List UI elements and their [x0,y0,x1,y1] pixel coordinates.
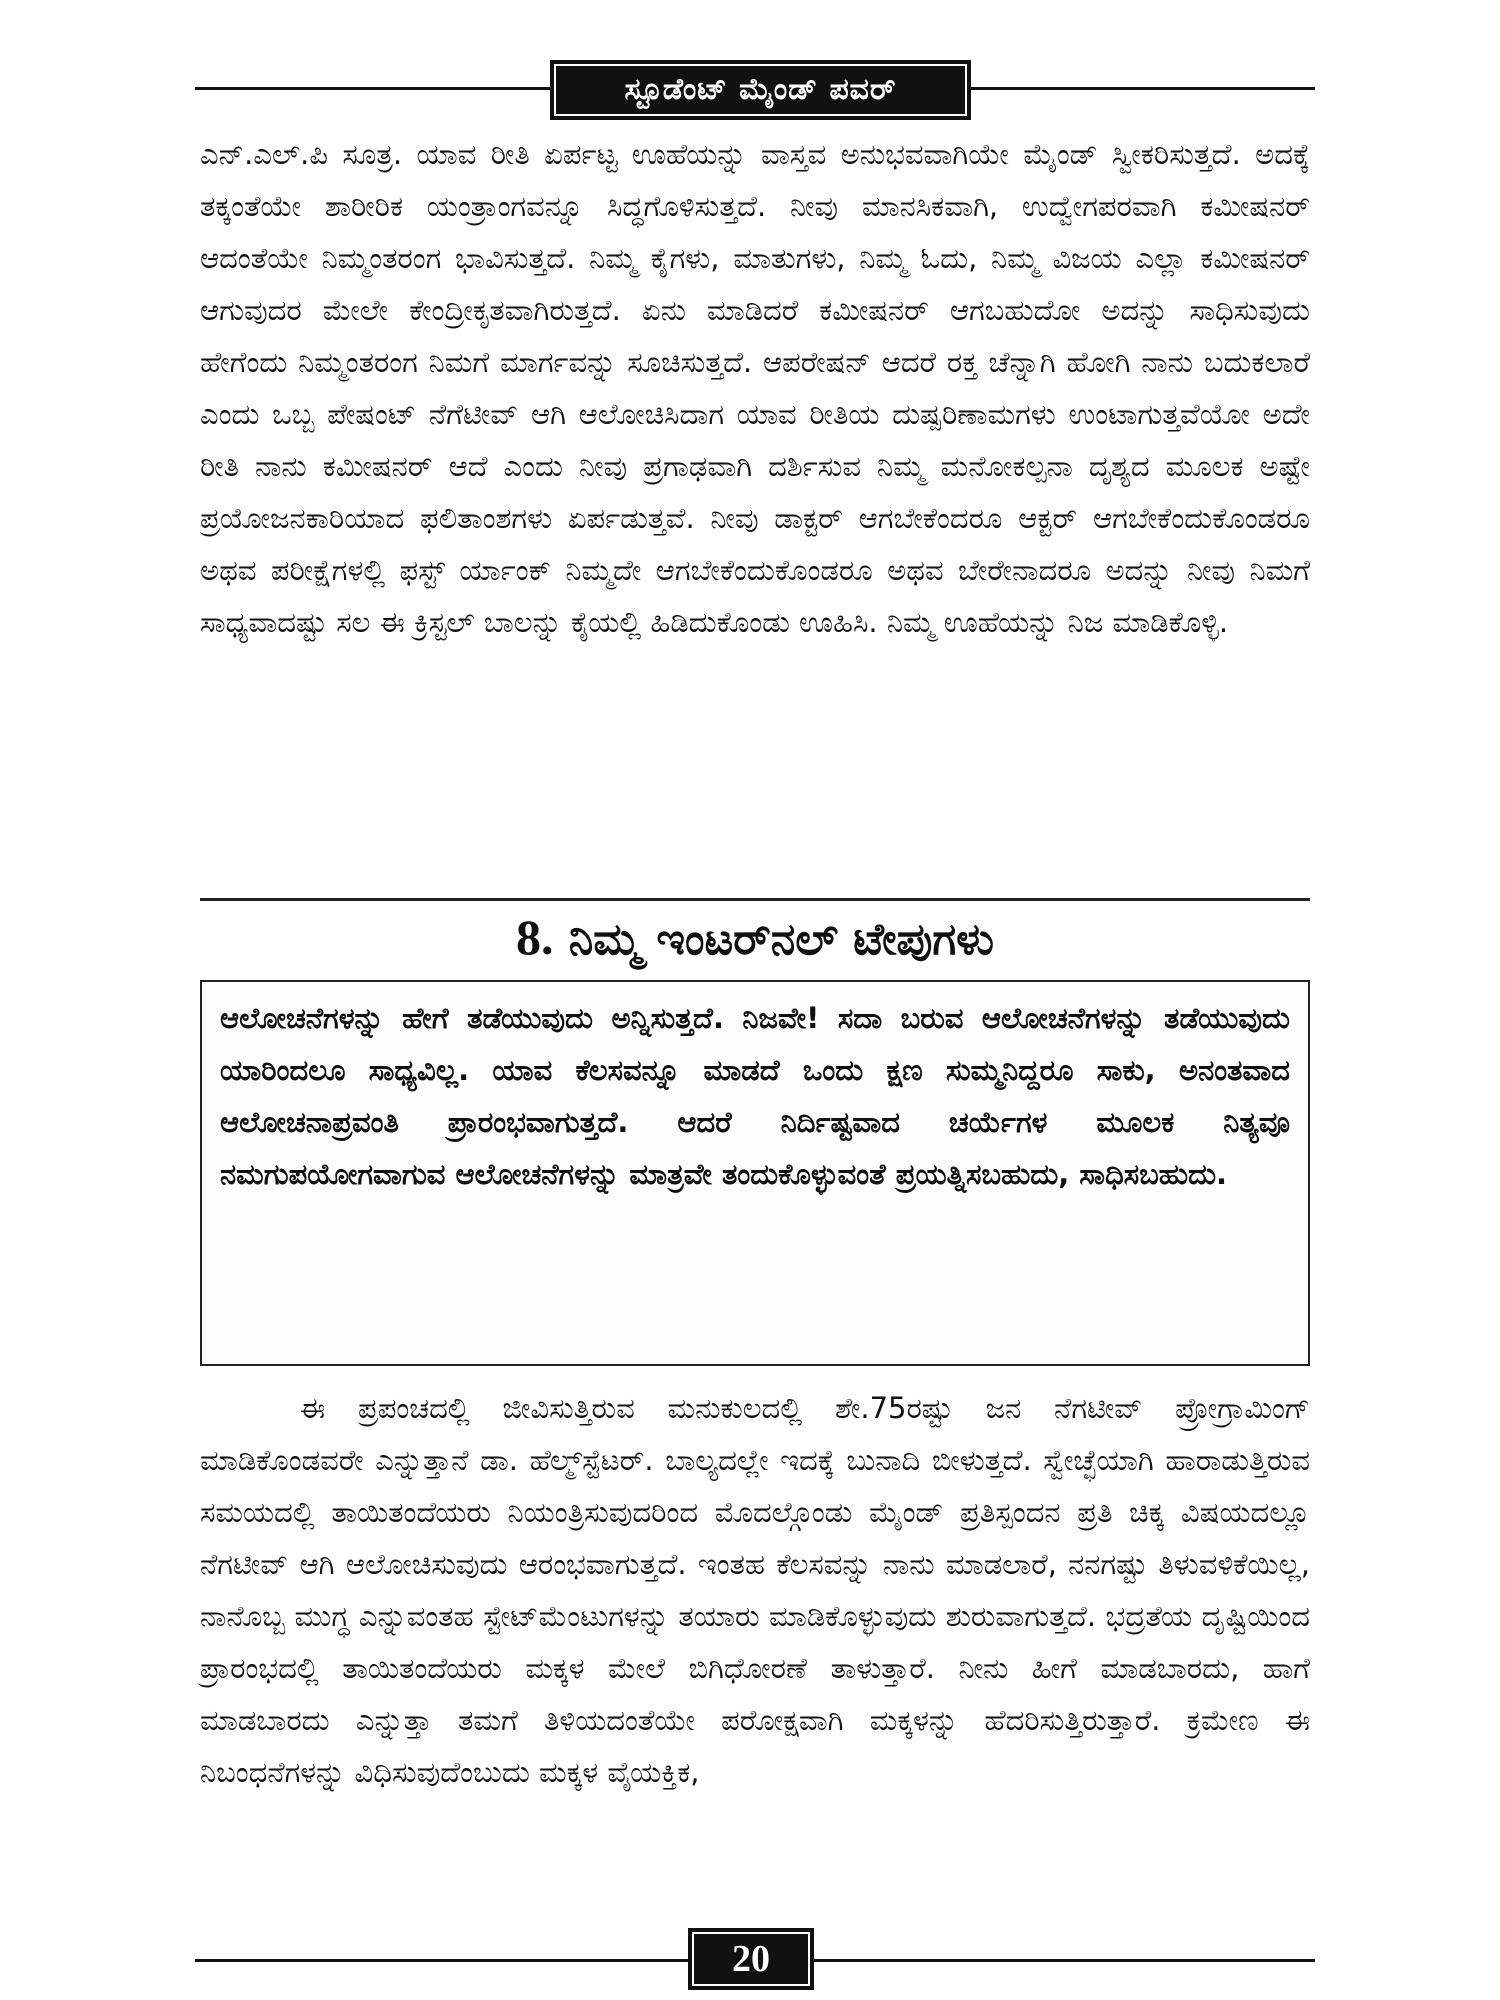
running-title: ಸ್ಟೂಡೆಂಟ್ ಮೈಂಡ್ ಪವರ್ [550,60,971,120]
section-divider [200,898,1310,901]
running-header [195,60,1315,120]
body-paragraph-2: ಈ ಪ್ರಪಂಚದಲ್ಲಿ ಜೀವಿಸುತ್ತಿರುವ ಮನುಕುಲದಲ್ಲಿ ಶೇ.75ರಷ್ಟು ಜನ ನೆಗಟೀವ್ ಪ್ರೋಗ್ರಾಮಿಂಗ್ ಮಾಡಿಕೊಂಡವರೇ ಎನ್ನುತ್ತಾನೆ ಡಾ. ಹೆಲ್ಮ್‌ಸ್ಟೆಟರ್. ಬಾಲ್ಯದಲ್ಲೇ ಇದಕ್ಕೆ ಬುನಾದಿ ಬೀಳುತ್ತದೆ. ಸ್ವೇಚ್ಛೆಯಾಗಿ ಹಾರಾಡುತ್ತಿರುವ ಸಮಯದಲ್ಲಿ ತಾಯಿತಂದೆಯರು ನಿಯಂತ್ರಿಸುವುದರಿಂದ ಮೊದಲ್ಗೊಂಡು ಮೈಂಡ್ ಪ್ರತಿಸ್ಪಂದನ ಪ್ರತಿ ಚಿಕ್ಕ ವಿಷಯದಲ್ಲೂ ನೆಗಟೀವ್ ಆಗಿ ಆಲೋಚಿಸುವುದು ಆರಂಭವಾಗುತ್ತದೆ. ಇಂತಹ ಕೆಲಸವನ್ನು ನಾನು ಮಾಡಲಾರೆ, ನನಗಷ್ಟು ತಿಳುವಳಿಕೆಯಿಲ್ಲ, ನಾನೊಬ್ಬ ಮುಗ್ಧ ಎನ್ನುವಂತಹ ಸ್ಟೇಟ್‌ಮೆಂಟುಗಳನ್ನು ತಯಾರು ಮಾಡಿಕೊಳ್ಳುವುದು ಶುರುವಾಗುತ್ತದೆ. ಭದ್ರತೆಯ ದೃಷ್ಟಿಯಿಂದ ಪ್ರಾರಂಭದಲ್ಲಿ ತಾಯಿತಂದೆಯರು ಮಕ್ಕಳ ಮೇಲೆ ಬಿಗಿಧೋರಣೆ ತಾಳುತ್ತಾರೆ. ನೀನು ಹೀಗೆ ಮಾಡಬಾರದು, ಹಾಗೆ ಮಾಡಬಾರದು ಎನ್ನುತ್ತಾ ತಮಗೆ ತಿಳಿಯದಂತೆಯೇ ಪರೋಕ್ಷವಾಗಿ ಮಕ್ಕಳನ್ನು ಹೆದರಿಸುತ್ತಿರುತ್ತಾರೆ. ಕ್ರಮೇಣ ಈ ನಿಬಂಧನೆಗಳನ್ನು ವಿಧಿಸುವುದೆಂಬುದು ಮಕ್ಕಳ ವೈಯಕ್ತಿಕ, [200,1391,1310,1789]
body-paragraph-1: ಎನ್.ಎಲ್.ಪಿ ಸೂತ್ರ. ಯಾವ ರೀತಿ ಏರ್ಪಟ್ಟ ಊಹೆಯನ್ನು ವಾಸ್ತವ ಅನುಭವವಾಗಿಯೇ ಮೈಂಡ್ ಸ್ವೀಕರಿಸುತ್ತದೆ. ಅದಕ್ಕೆ ತಕ್ಕಂತೆಯೇ ಶಾರೀರಿಕ ಯಂತ್ರಾಂಗವನ್ನೂ ಸಿದ್ಧಗೊಳಿಸುತ್ತದೆ. ನೀವು ಮಾನಸಿಕವಾಗಿ, ಉದ್ವೇಗಪರವಾಗಿ ಕಮೀಷನರ್ ಆದಂತೆಯೇ ನಿಮ್ಮಂತರಂಗ ಭಾವಿಸುತ್ತದೆ. ನಿಮ್ಮ ಕೈಗಳು, ಮಾತುಗಳು, ನಿಮ್ಮ ಓದು, ನಿಮ್ಮ ವಿಜಯ ಎಲ್ಲಾ ಕಮೀಷನರ್ ಆಗುವುದರ ಮೇಲೇ ಕೇಂದ್ರೀಕೃತವಾಗಿರುತ್ತದೆ. ಏನು ಮಾಡಿದರೆ ಕಮೀಷನರ್ ಆಗಬಹುದೋ ಅದನ್ನು ಸಾಧಿಸುವುದು ಹೇಗೆಂದು ನಿಮ್ಮಂತರಂಗ ನಿಮಗೆ ಮಾರ್ಗವನ್ನು ಸೂಚಿಸುತ್ತದೆ. ಆಪರೇಷನ್ ಆದರೆ ರಕ್ತ ಚೆನ್ನಾಗಿ ಹೋಗಿ ನಾನು ಬದುಕಲಾರೆ ಎಂದು ಒಬ್ಬ ಪೇಷಂಟ್ ನೆಗೆಟೀವ್ ಆಗಿ ಆಲೋಚಿಸಿದಾಗ ಯಾವ ರೀತಿಯ ದುಷ್ಪರಿಣಾಮಗಳು ಉಂಟಾಗುತ್ತವೆಯೋ ಅದೇ ರೀತಿ ನಾನು ಕಮೀಷನರ್ ಆದೆ ಎಂದು ನೀವು ಪ್ರಗಾಢವಾಗಿ ದರ್ಶಿಸುವ ನಿಮ್ಮ ಮನೋಕಲ್ಪನಾ ದೃಶ್ಯದ ಮೂಲಕ ಅಷ್ಟೇ ಪ್ರಯೋಜನಕಾರಿಯಾದ ಫಲಿತಾಂಶಗಳು ಏರ್ಪಡುತ್ತವೆ. ನೀವು ಡಾಕ್ಟರ್ ಆಗಬೇಕೆಂದರೂ ಆಕ್ಟರ್ ಆಗಬೇಕೆಂದುಕೊಂಡರೂ ಅಥವ ಪರೀಕ್ಷೆಗಳಲ್ಲಿ ಫಸ್ಟ್ ರ್ಯಾಂಕ್ ನಿಮ್ಮದೇ ಆಗಬೇಕೆಂದುಕೊಂಡರೂ ಅಥವ ಬೇರೇನಾದರೂ ಅದನ್ನು ನೀವು ನಿಮಗೆ ಸಾಧ್ಯವಾದಷ್ಟು ಸಲ ಈ ಕ್ರಿಸ್ಟಲ್ ಬಾಲನ್ನು ಕೈಯಲ್ಲಿ ಹಿಡಿದುಕೊಂಡು ಊಹಿಸಿ. ನಿಮ್ಮ ಊಹೆಯನ್ನು ನಿಜ ಮಾಡಿಕೊಳ್ಳಿ. [200,137,1310,639]
section-summary-text: ಆಲೋಚನೆಗಳನ್ನು ಹೇಗೆ ತಡೆಯುವುದು ಅನ್ನಿಸುತ್ತದೆ. ನಿಜವೇ! ಸದಾ ಬರುವ ಆಲೋಚನೆಗಳನ್ನು ತಡೆಯುವುದು ಯಾರಿಂದಲೂ ಸಾಧ್ಯವಿಲ್ಲ. ಯಾವ ಕೆಲಸವನ್ನೂ ಮಾಡದೆ ಒಂದು ಕ್ಷಣ ಸುಮ್ಮನಿದ್ದರೂ ಸಾಕು, ಅನಂತವಾದ ಆಲೋಚನಾಪ್ರವಂತಿ ಪ್ರಾರಂಭವಾಗುತ್ತದೆ. ಆದರೆ ನಿರ್ದಿಷ್ಟವಾದ ಚರ್ಯೆಗಳ ಮೂಲಕ ನಿತ್ಯವೂ ನಮಗುಪಯೋಗವಾಗುವ ಆಲೋಚನೆಗಳನ್ನು ಮಾತ್ರವೇ ತಂದುಕೊಳ್ಳುವಂತೆ ಪ್ರಯತ್ನಿಸಬಹುದು, ಸಾಧಿಸಬಹುದು. [220,1001,1290,1191]
page-number: 20 [688,1928,814,1990]
page-footer [195,1928,1315,1988]
section-summary-box [200,980,1310,1366]
section-number: 8. [515,909,554,965]
section-heading [200,902,1310,972]
section-title: ನಿಮ್ಮ ಇಂಟರ್‌ನಲ್ ಟೇಪುಗಳು [568,914,995,965]
